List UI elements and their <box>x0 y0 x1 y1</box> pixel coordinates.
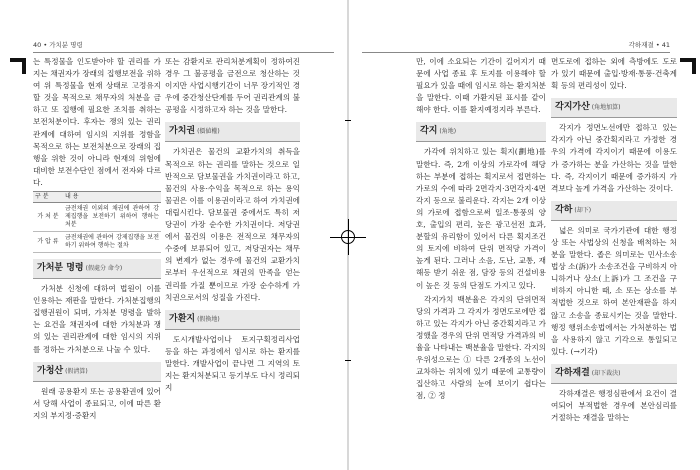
term-heading <box>551 98 677 118</box>
right-page-header: 각하재결 • 41 <box>628 41 670 49</box>
table-header-cell: 내 용 <box>63 192 161 203</box>
term-heading <box>551 364 677 384</box>
term-hanja: (角地加算) <box>591 104 621 112</box>
term-hanja: (價値權) <box>197 128 220 136</box>
paragraph: 각하재결은 행정심판에서 요건이 결여되어 부적법한 경우에 본안심리를 거절하는 재결을 말하는 <box>551 388 677 423</box>
term-hanja: (假處分 命令) <box>85 265 123 273</box>
term-hanja: (角地) <box>439 128 457 136</box>
paragraph: 넓은 의미로 국가기관에 대한 행정상 또는 사법상의 신청을 배척하는 처분을 말한다. 좁은 의미로는 민사소송법상 소(訴)가 소송조건을 구비하지 아니하거나 상소(上訴)가 그 조건을 구비하지 아니한 때, 소 또는 상소를 부적법한 것으로 하여 본안재판을 하지 않고 소송을 종료시키는 것을 말한다. 행정 행위소송법에서는 가처분하는 법을 사용하지 않고 기각으로 통일되고 있다. (→기각) <box>551 225 677 356</box>
crop-mark <box>345 360 351 361</box>
left-column-2 <box>165 56 300 396</box>
table-header-cell: 구 분 <box>33 192 63 203</box>
right-column-1 <box>416 56 546 404</box>
section-tab-marker-icon <box>680 58 696 74</box>
paragraph: 각지가 정면노선에만 접하고 있는 각지가 아닌 중간획지라고 가정한 경우의 가격에 각지이기 때문에 이용도가 증가하는 분을 가산하는 것을 말한다. 즉, 각지이기 때문에 증가하지 가격보다 높게 가격을 가산하는 것이다. <box>551 123 677 193</box>
term-title: 가처분 명령 <box>37 263 84 274</box>
paragraph: 면도로에 접하는 외에 측방에도 도로가 있기 때문에 출입·방재·통풍·건축계획 등의 편리성이 있다. <box>551 57 677 91</box>
right-column-2 <box>551 56 677 426</box>
term-heading <box>416 122 546 142</box>
comparison-table <box>33 191 161 253</box>
table-cell: 가 처 분 <box>33 203 63 232</box>
header-rule <box>362 52 670 53</box>
term-hanja: (却下) <box>574 206 592 214</box>
paragraph: 각지가치 백분율은 각지의 단위면적당의 가격과 그 각지가 정면도로에만 접하고 있는 각지가 아닌 중간획지라고 가정했을 경우의 단위 면적당 가격과의 비율을 나타내는 백분율을 말한다. 각지의 우위성으로는 ① 다른 2개종의 노선이 교차하는 위치에 있기 때문에 교통량이 집산하고 사람의 눈에 보이기 쉽다는 점, ② 정 <box>416 294 546 401</box>
paragraph: 는 특정물을 인도받아야 할 권리를 가지는 채권자가 장래의 집행보전을 위하여 위 특정물을 현재 상태로 고정유지할 것을 목적으로 채무자의 처분을 금하고 또 집행에 필요한 조치를 취하는 보전처분이다. 후자는 쟁의 있는 권리관계에 대하여 임시의 지위를 정함을 목적으로 하는 보전처분으로 장래의 집행을 위한 것이 아니라 현재의 위험에 대비한 보전수단인 점에서 전자와 다르다. <box>33 57 161 187</box>
header-rule <box>33 52 334 53</box>
paragraph: 가처분 신청에 대하여 법원이 이를 인용하는 재판을 말한다. 가처분집행의 집행권원이 되며, 가처분 명령을 발하는 요건을 채권자에 대한 가처분과 쟁의 있는 권리관계에 대한 임시의 지위를 정하는 가처분으로 나눌 수 있다. <box>33 284 161 354</box>
term-title: 각지 <box>420 126 438 137</box>
table-cell: 가 압 류 <box>33 232 63 253</box>
table-row <box>33 232 161 253</box>
paragraph: 또는 감환지로 관리처분계획이 정하여진 경우 그 불공평을 금전으로 청산하는 것이지만 사업시행기간이 너무 장기적인 경우에 중간청산단계를 두어 권리관계의 불공평을 시정하고자 하는 것을 말한다. <box>165 57 300 115</box>
term-title: 가환지 <box>169 313 196 324</box>
term-heading <box>33 362 161 382</box>
paragraph: 원래 공용환지 또는 공용환권에 있어서 당해 사업이 종료되고, 이에 따른 환지의 부지정·증환지 <box>33 386 161 420</box>
paragraph: 도시개발사업이나 토지구획정리사업 등을 하는 과정에서 임시로 하는 환지를 말한다. 개발사업이 끝나면 그 지역의 토지는 환지처분되고 등기부도 다시 정리되지 <box>165 334 300 393</box>
term-heading <box>551 201 677 221</box>
term-hanja: (假淸算) <box>65 367 88 375</box>
term-heading <box>33 259 161 279</box>
table-row <box>33 203 161 232</box>
section-tab-marker-icon <box>10 58 26 74</box>
table-cell: 금전채권에 관하여 강제집행을 보전하기 위하여 행하는 절차 <box>63 232 161 253</box>
term-hanja: (假換地) <box>197 315 220 323</box>
term-title: 각하재결 <box>555 367 590 378</box>
paragraph: 만, 이에 소요되는 기간이 길어지기 때문에 사업 종료 후 토지를 이용해야 할 필요가 있을 때에 임시로 하는 환지처분을 말한다. 이때 가환지된 표시를 같이해야 한다. 이를 환지예정지라 부른다. <box>416 57 546 115</box>
left-column-1 <box>33 56 161 424</box>
paragraph: 가각에 위치하고 있는 획지(劃地)를 말한다. 즉, 2개 이상의 가로각에 해당하는 부분에 접하는 획지로서 접면하는 가로의 수에 따라 2면각지·3면각지·4면각지 등으로 불리운다. 각지는 2개 이상의 가로에 접함으로써 일조·통풍의 양호, 출입의 편리, 높은 광고선전 효과, 분할의 유리함이 있어서 다른 획지조건의 토지에 비하여 단위 면적당 가격이 높게 된다. 그러나 소음, 도난, 교통, 재해등 받기 쉬운 점, 담장 등의 건설비용이 높은 것 등의 단점도 가지고 있다. <box>416 147 546 290</box>
term-title: 가청산 <box>37 365 64 376</box>
registration-mark-icon <box>338 227 358 247</box>
term-heading <box>165 122 300 142</box>
term-heading <box>165 310 300 330</box>
term-title: 각지가산 <box>555 102 590 113</box>
left-page-header: 40 • 가치분 명령 <box>33 41 83 49</box>
right-page <box>350 0 700 470</box>
term-title: 가치권 <box>169 126 196 137</box>
table-cell: 금전채권 이외의 채권에 관하여 강제집행을 보전하기 위하여 행하는 처분 <box>63 203 161 232</box>
term-title: 각하 <box>555 204 573 215</box>
left-page <box>0 0 346 470</box>
term-hanja: (却下裁決) <box>591 369 621 377</box>
crop-mark <box>345 120 351 121</box>
paragraph: 가치권은 물건의 교환가치의 취득을 목적으로 하는 권리를 말하는 것으로 일반적으로 담보물권을 가치권이라고 하고, 물건의 사용·수익을 목적으로 하는 용익물권은 이를 이용권이라고 하여 가치권에 대립시킨다. 담보물권 중에서도 특히 저당권이 가장 순수한 가치권이다. 저당권에서 물건의 이용은 전적으로 채무자의 수중에 보류되어 있고, 저당권자는 채무의 변제가 없는 경우에 물건의 교환가치로부터 우선적으로 채권의 만족을 얻는 권리를 가질 뿐이므로 가장 순수하게 가치권으로서의 성질을 가진다. <box>165 147 300 302</box>
